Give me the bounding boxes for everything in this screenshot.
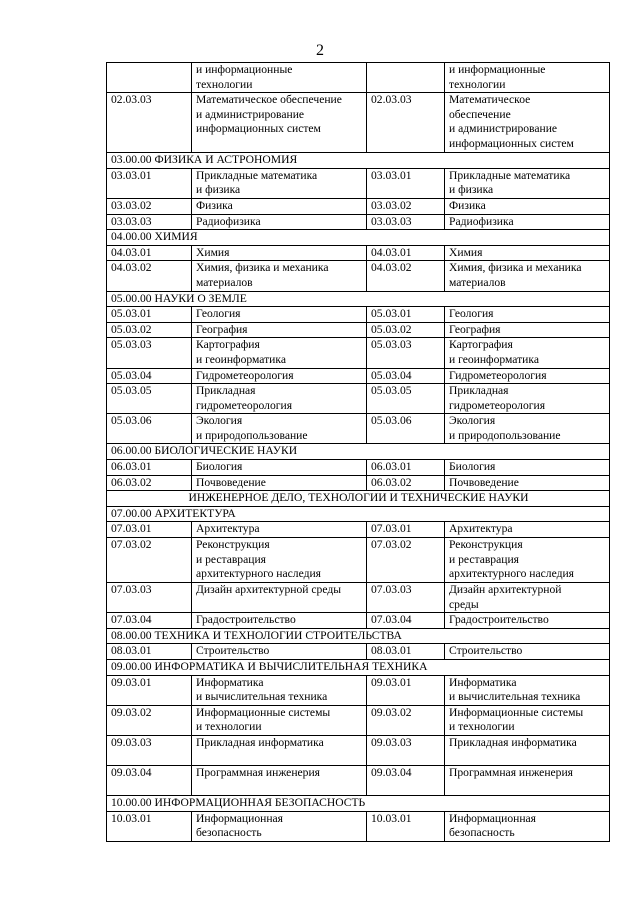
name-cell: Гидрометеорология	[192, 368, 367, 384]
table-row	[107, 583, 610, 613]
name-cell: Реконструкция и реставрация архитектурного наследия	[192, 538, 367, 583]
table-row	[107, 168, 610, 198]
table-row	[107, 245, 610, 261]
name-cell: Прикладная информатика	[445, 735, 610, 765]
page-number: 2	[316, 42, 324, 59]
name-cell: Математическое обеспечение и администрирование информационных систем	[192, 93, 367, 153]
code-cell: 09.03.04	[107, 765, 192, 795]
name-cell: Программная инженерия	[445, 765, 610, 795]
name-cell: Биология	[445, 460, 610, 476]
code-cell: 07.03.04	[107, 613, 192, 629]
code-cell: 03.03.01	[367, 168, 445, 198]
section-row	[107, 660, 610, 676]
name-cell: Почвоведение	[445, 475, 610, 491]
code-cell: 05.03.04	[107, 368, 192, 384]
code-cell: 07.03.03	[107, 583, 192, 613]
code-cell: 07.03.03	[367, 583, 445, 613]
code-cell: 03.03.02	[367, 198, 445, 214]
name-cell: Информационные системы и технологии	[445, 705, 610, 735]
name-cell: Прикладная гидрометеорология	[445, 384, 610, 414]
name-cell: Информационные системы и технологии	[192, 705, 367, 735]
section-row	[107, 291, 610, 307]
table-row	[107, 322, 610, 338]
code-cell: 07.03.01	[367, 522, 445, 538]
section-title: 10.00.00 ИНФОРМАЦИОННАЯ БЕЗОПАСНОСТЬ	[107, 795, 610, 811]
section-title: 07.00.00 АРХИТЕКТУРА	[107, 506, 610, 522]
name-cell: Реконструкция и реставрация архитектурного наследия	[445, 538, 610, 583]
code-cell: 08.03.01	[367, 644, 445, 660]
table-row	[107, 368, 610, 384]
name-cell: Химия, физика и механика материалов	[445, 261, 610, 291]
section-row	[107, 444, 610, 460]
table-row	[107, 705, 610, 735]
table-row	[107, 613, 610, 629]
name-cell: Градостроительство	[192, 613, 367, 629]
name-cell: Картография и геоинформатика	[192, 338, 367, 368]
name-cell: Химия	[192, 245, 367, 261]
table-row	[107, 307, 610, 323]
table-row	[107, 675, 610, 705]
code-cell: 04.03.01	[107, 245, 192, 261]
code-cell: 10.03.01	[107, 811, 192, 841]
table-row	[107, 765, 610, 795]
section-title: 08.00.00 ТЕХНИКА И ТЕХНОЛОГИИ СТРОИТЕЛЬСТВА	[107, 628, 610, 644]
table-row	[107, 261, 610, 291]
name-cell: Дизайн архитектурной среды	[445, 583, 610, 613]
table-row	[107, 460, 610, 476]
name-cell: Экология и природопользование	[192, 414, 367, 444]
code-cell: 09.03.04	[367, 765, 445, 795]
code-cell: 03.03.02	[107, 198, 192, 214]
code-cell: 04.03.01	[367, 245, 445, 261]
table-row	[107, 735, 610, 765]
code-cell: 09.03.02	[367, 705, 445, 735]
code-cell: 06.03.01	[367, 460, 445, 476]
code-cell: 07.03.02	[367, 538, 445, 583]
code-cell: 05.03.05	[107, 384, 192, 414]
code-cell: 09.03.02	[107, 705, 192, 735]
code-cell: 02.03.03	[367, 93, 445, 153]
code-cell: 04.03.02	[107, 261, 192, 291]
table-row	[107, 538, 610, 583]
code-cell: 05.03.03	[107, 338, 192, 368]
section-row	[107, 153, 610, 169]
code-cell: 07.03.01	[107, 522, 192, 538]
section-title: 05.00.00 НАУКИ О ЗЕМЛЕ	[107, 291, 610, 307]
name-cell: Биология	[192, 460, 367, 476]
name-cell: Радиофизика	[192, 214, 367, 230]
code-cell: 05.03.03	[367, 338, 445, 368]
name-cell: Картография и геоинформатика	[445, 338, 610, 368]
section-title: 04.00.00 ХИМИЯ	[107, 230, 610, 246]
code-cell: 04.03.02	[367, 261, 445, 291]
code-cell: 05.03.06	[107, 414, 192, 444]
table-row	[107, 338, 610, 368]
code-cell: 05.03.06	[367, 414, 445, 444]
section-row	[107, 795, 610, 811]
code-cell: 06.03.02	[107, 475, 192, 491]
name-cell: Геология	[192, 307, 367, 323]
name-cell: Информационная безопасность	[445, 811, 610, 841]
code-cell: 09.03.01	[107, 675, 192, 705]
section-row	[107, 628, 610, 644]
code-cell: 09.03.01	[367, 675, 445, 705]
table-row	[107, 522, 610, 538]
table-row	[107, 63, 610, 93]
code-cell: 09.03.03	[367, 735, 445, 765]
name-cell: Гидрометеорология	[445, 368, 610, 384]
name-cell: Строительство	[445, 644, 610, 660]
name-cell: Прикладная информатика	[192, 735, 367, 765]
name-cell: Прикладные математика и физика	[192, 168, 367, 198]
table-row	[107, 811, 610, 841]
name-cell: Прикладные математика и физика	[445, 168, 610, 198]
name-cell: Прикладная гидрометеорология	[192, 384, 367, 414]
name-cell: Химия, физика и механика материалов	[192, 261, 367, 291]
code-cell: 08.03.01	[107, 644, 192, 660]
code-cell: 06.03.01	[107, 460, 192, 476]
code-cell: 09.03.03	[107, 735, 192, 765]
group-heading: ИНЖЕНЕРНОЕ ДЕЛО, ТЕХНОЛОГИИ И ТЕХНИЧЕСКИЕ НАУКИ	[107, 491, 610, 507]
code-cell: 10.03.01	[367, 811, 445, 841]
code-cell: 07.03.02	[107, 538, 192, 583]
specialties-table	[106, 62, 610, 842]
section-row	[107, 506, 610, 522]
name-cell: Дизайн архитектурной среды	[192, 583, 367, 613]
name-cell: Физика	[445, 198, 610, 214]
name-cell: Архитектура	[192, 522, 367, 538]
code-cell	[367, 63, 445, 93]
table-row	[107, 414, 610, 444]
name-cell: География	[192, 322, 367, 338]
code-cell: 06.03.02	[367, 475, 445, 491]
name-cell: и информационные технологии	[192, 63, 367, 93]
section-title: 06.00.00 БИОЛОГИЧЕСКИЕ НАУКИ	[107, 444, 610, 460]
table-row	[107, 384, 610, 414]
name-cell: Информационная безопасность	[192, 811, 367, 841]
name-cell: Радиофизика	[445, 214, 610, 230]
code-cell: 05.03.04	[367, 368, 445, 384]
table-row	[107, 198, 610, 214]
section-title: 03.00.00 ФИЗИКА И АСТРОНОМИЯ	[107, 153, 610, 169]
name-cell: Строительство	[192, 644, 367, 660]
name-cell: Градостроительство	[445, 613, 610, 629]
code-cell: 05.03.05	[367, 384, 445, 414]
code-cell: 07.03.04	[367, 613, 445, 629]
table-row	[107, 93, 610, 153]
code-cell: 03.03.03	[107, 214, 192, 230]
code-cell: 05.03.01	[107, 307, 192, 323]
code-cell: 05.03.01	[367, 307, 445, 323]
name-cell: Физика	[192, 198, 367, 214]
section-row	[107, 230, 610, 246]
table-row	[107, 475, 610, 491]
group-heading-row	[107, 491, 610, 507]
name-cell: и информационные технологии	[445, 63, 610, 93]
code-cell: 03.03.03	[367, 214, 445, 230]
name-cell: Геология	[445, 307, 610, 323]
code-cell: 02.03.03	[107, 93, 192, 153]
name-cell: Химия	[445, 245, 610, 261]
code-cell: 05.03.02	[367, 322, 445, 338]
name-cell: Математическое обеспечение и администрирование информационных систем	[445, 93, 610, 153]
name-cell: География	[445, 322, 610, 338]
name-cell: Архитектура	[445, 522, 610, 538]
name-cell: Информатика и вычислительная техника	[445, 675, 610, 705]
name-cell: Программная инженерия	[192, 765, 367, 795]
code-cell: 03.03.01	[107, 168, 192, 198]
name-cell: Информатика и вычислительная техника	[192, 675, 367, 705]
code-cell: 05.03.02	[107, 322, 192, 338]
table-row	[107, 214, 610, 230]
code-cell	[107, 63, 192, 93]
name-cell: Экология и природопользование	[445, 414, 610, 444]
name-cell: Почвоведение	[192, 475, 367, 491]
section-title: 09.00.00 ИНФОРМАТИКА И ВЫЧИСЛИТЕЛЬНАЯ ТЕХНИКА	[107, 660, 610, 676]
table-row	[107, 644, 610, 660]
